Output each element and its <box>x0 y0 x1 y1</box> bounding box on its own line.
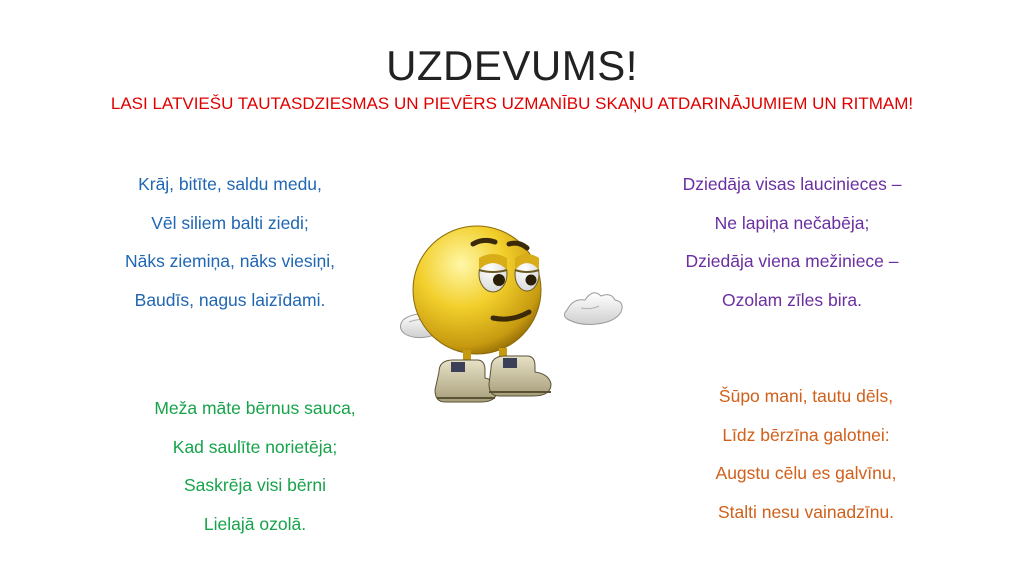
slide-subtitle: LASI LATVIEŠU TAUTASDZIESMAS UN PIEVĒRS UZMANĪBU SKAŅU ATDARINĀJUMIEM UN RITMAM! <box>110 94 914 113</box>
stanza-2-line-1: Dziedāja visas laucinieces – <box>682 174 902 194</box>
stanza-4-line-4: Stalti nesu vainadzīnu. <box>717 501 895 522</box>
stanza-2-line-2: Ne lapiņa nečabēja; <box>714 212 870 233</box>
stanza-3-line-3: Saskrēja visi bērni <box>184 475 326 495</box>
stanza-1-line-2: Vēl siliem balti ziedi; <box>151 212 309 233</box>
stanza-3-line-4: Lielajā ozolā. <box>203 513 307 534</box>
stanza-1 <box>80 172 380 326</box>
stanza-2-line-3: Dziedāja viena mežiniece – <box>685 251 899 271</box>
stanza-2-line-4: Ozolam zīles bira. <box>721 289 863 310</box>
stanza-1-line-3: Nāks ziemiņa, nāks viesiņi, <box>124 251 336 271</box>
stanza-3 <box>105 396 405 550</box>
stanza-1-line-4: Baudīs, nagus laizīdami. <box>134 289 326 310</box>
shrugging-emoji-icon <box>395 222 635 422</box>
stanza-4-line-2: Līdz bērzīna galotnei: <box>722 424 890 445</box>
stanza-1-line-1: Krāj, bitīte, saldu medu, <box>138 174 322 194</box>
left-shoe-icon <box>435 360 497 402</box>
stanza-2 <box>642 172 942 326</box>
stanza-3-line-2: Kad saulīte norietēja; <box>172 436 338 457</box>
right-glove-icon <box>564 293 622 325</box>
stanza-4-line-1: Šūpo mani, tautu dēls, <box>718 386 894 406</box>
stanza-3-line-1: Meža māte bērnus sauca, <box>154 398 356 418</box>
right-shoe-icon <box>489 356 551 396</box>
slide-title: UZDEVUMS! <box>386 42 638 89</box>
stanza-4-line-3: Augstu cēlu es galvīnu, <box>715 463 897 483</box>
stanza-4 <box>656 384 956 538</box>
